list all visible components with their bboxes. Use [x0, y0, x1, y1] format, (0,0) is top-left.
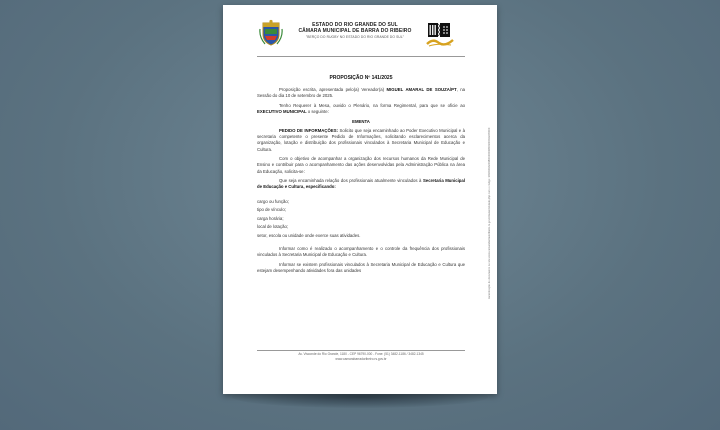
list-item: cargo ou função;	[257, 199, 290, 204]
objective-paragraph: Com o objetivo de acompanhar a organização dos recursos humanos da Rede Municipal de Ensino e contribuir para o acompanhamento das ações desenvolvidas pela Administração Pública na área da Educação, solicita-se:	[257, 156, 465, 174]
author-name: MIGUEL AMARAL DE SOUZA/PT	[386, 87, 457, 93]
document-header	[287, 22, 423, 40]
footer-divider	[257, 350, 465, 351]
list-intro-text: Que seja encaminhada relação dos profissionais atualmente vinculados à	[279, 178, 423, 184]
header-divider	[257, 56, 465, 57]
pedido-paragraph	[257, 128, 465, 153]
document-footer	[257, 352, 465, 362]
accordion-emblem-icon	[425, 19, 455, 49]
intro-paragraph	[257, 87, 465, 99]
list-item: setor, escola ou unidade onde exerce suas atividades.	[257, 232, 361, 238]
request-tail: o seguinte:	[306, 109, 329, 115]
request-target: EXECUTIVO MUNICIPAL	[257, 109, 307, 115]
intro-text: Proposição escrita, apresentada pelo(a) Vereador(a)	[279, 87, 387, 93]
ementa-heading: EMENTA	[352, 118, 370, 124]
request-paragraph	[257, 103, 465, 115]
proposition-title: PROPOSIÇÃO Nº 141/2025	[329, 75, 393, 81]
header-motto: "BERÇO DO RUGBY NO ESTADO DO RIO GRANDE DO SUL"	[305, 34, 405, 39]
pedido-label: PEDIDO DE INFORMAÇÕES:	[279, 128, 338, 133]
list-item: carga horária;	[257, 215, 284, 221]
authentication-margin-text: Autenticação do documento no site www.camarabarradoribeiro.rs.gov.br/autenticidade.php com o código: 3930303A0038003000380030003A005000	[488, 127, 491, 299]
request-list-intro	[257, 178, 465, 190]
document-body	[257, 75, 465, 278]
list-intro-bold: Secretaria Municipal de Educação e Cultura, especificando:	[257, 178, 466, 190]
outside-activities-paragraph: Informar se existem profissionais vinculados à Secretaria Municipal de Educação e Cultura que estejam desempenhando atividades fora das unidades	[257, 261, 465, 273]
intro-date: , na Sessão do dia 10 de setembro de 2025.	[257, 87, 465, 99]
footer-website: www.camarabarradoribeiro.rs.gov.br	[335, 356, 387, 361]
info-items-list	[257, 199, 465, 239]
list-item: local de lotação;	[257, 224, 289, 230]
document-page	[223, 5, 497, 394]
header-chamber: CÂMARA MUNICIPAL DE BARRA DO RIBEIRO	[298, 28, 412, 35]
footer-address: Av. Visconde do Rio Grande, 1180 - CEP 96790-000 - Fone: (51) 3482-1186 / 3482-1345	[298, 352, 424, 356]
header-state: ESTADO DO RIO GRANDE DO SUL	[312, 22, 398, 28]
frequency-paragraph: Informar como é realizado o acompanhamento e o controle da frequência dos profissionais vinculados à Secretaria Municipal de Educação e Cultura.	[257, 245, 465, 258]
municipal-coat-of-arms-icon	[259, 19, 283, 47]
request-text: Tenho Requerer à Mesa, ouvido o Plenário, na forma Regimental, para que se oficie ao	[279, 103, 465, 108]
pedido-text: Solicito que seja encaminhado ao Poder Executivo Municipal e à secretaria competente o presente Pedido de Informações, solicitando esclarecimentos acerca da organização, lotação e distribuição dos profissionais vinculados à Secretaria Municipal de Educação e Cultura.	[257, 128, 465, 152]
list-item: tipo de vínculo;	[257, 207, 286, 213]
